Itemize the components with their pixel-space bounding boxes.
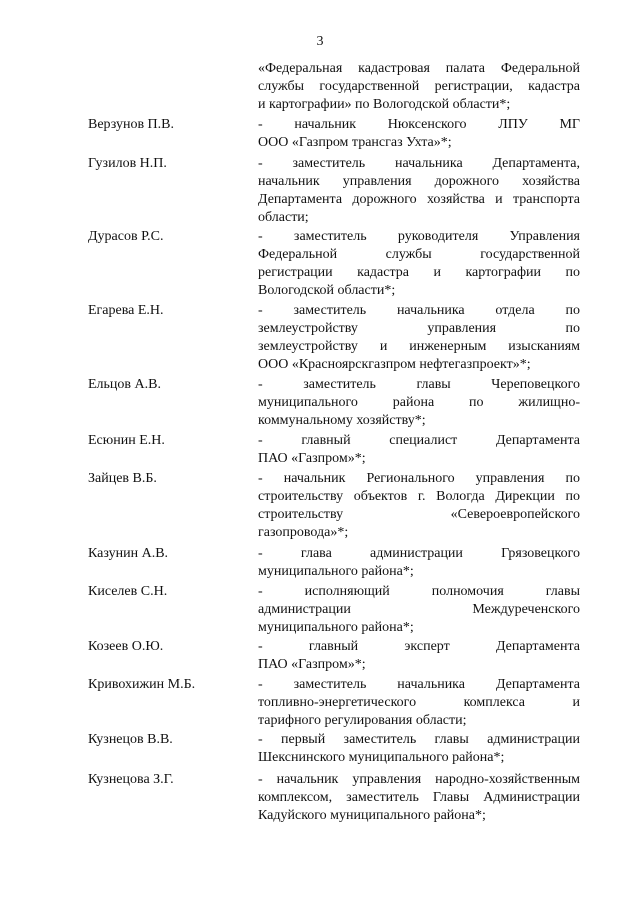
position-line: Федеральной службы государственной xyxy=(258,247,580,262)
position-line: ООО «Красноярскгазпром нефтегазпроект»*; xyxy=(258,357,531,372)
person-position xyxy=(258,676,580,730)
person-position xyxy=(258,302,580,374)
position-line: области; xyxy=(258,210,309,225)
person-name: Казунин А.В. xyxy=(88,546,169,561)
position-line: ПАО «Газпром»*; xyxy=(258,451,366,466)
position-line: ПАО «Газпром»*; xyxy=(258,657,366,672)
position-line: начальник управления дорожного хозяйства xyxy=(258,174,580,189)
position-line: Департамента дорожного хозяйства и транспорта xyxy=(258,192,580,207)
position-line: - первый заместитель главы администрации xyxy=(258,732,580,747)
person-position xyxy=(258,432,580,468)
person-position xyxy=(258,545,580,581)
position-line: газопровода»*; xyxy=(258,525,349,540)
person-position xyxy=(258,638,580,674)
position-line: топливно-энергетического комплекса и xyxy=(258,695,580,710)
person-position xyxy=(258,470,580,542)
position-line: - заместитель начальника отдела по xyxy=(258,303,580,318)
person-name: Ельцов А.В. xyxy=(88,377,161,392)
position-line: - начальник Регионального управления по xyxy=(258,471,580,486)
person-name: Киселев С.Н. xyxy=(88,584,168,599)
person-name: Козеев О.Ю. xyxy=(88,639,164,654)
position-line: муниципального района*; xyxy=(258,564,414,579)
position-line: ООО «Газпром трансгаз Ухта»*; xyxy=(258,135,452,150)
person-name: Дурасов Р.С. xyxy=(88,229,164,244)
position-line: администрации Междуреченского xyxy=(258,602,580,617)
position-line: - заместитель руководителя Управления xyxy=(258,229,580,244)
position-line: - главный специалист Департамента xyxy=(258,433,580,448)
intro-line: «Федеральная кадастровая палата Федеральной xyxy=(258,61,580,76)
person-name: Кузнецов В.В. xyxy=(88,732,173,747)
position-line: землеустройству и инженерным изысканиям xyxy=(258,339,580,354)
person-position xyxy=(258,583,580,637)
person-position xyxy=(258,155,580,227)
position-line: - исполняющий полномочия главы xyxy=(258,584,580,599)
intro-line: и картографии» по Вологодской области*; xyxy=(258,97,511,112)
person-position xyxy=(258,116,580,152)
intro-line: службы государственной регистрации, кадастра xyxy=(258,79,580,94)
person-name: Гузилов Н.П. xyxy=(88,156,167,171)
person-name: Егарева Е.Н. xyxy=(88,303,164,318)
position-line: - заместитель начальника Департамента xyxy=(258,677,580,692)
person-name: Кузнецова З.Г. xyxy=(88,772,174,787)
position-line: Вологодской области*; xyxy=(258,283,396,298)
person-name: Верзунов П.В. xyxy=(88,117,175,132)
person-name: Зайцев В.Б. xyxy=(88,471,157,486)
position-line: - заместитель начальника Департамента, xyxy=(258,156,580,171)
intro-text xyxy=(258,60,580,114)
position-line: строительству объектов г. Вологда Дирекции по xyxy=(258,489,580,504)
person-position xyxy=(258,376,580,430)
person-name: Есюнин Е.Н. xyxy=(88,433,165,448)
position-line: - начальник Нюксенского ЛПУ МГ xyxy=(258,117,580,132)
position-line: Шекснинского муниципального района*; xyxy=(258,750,505,765)
position-line: - глава администрации Грязовецкого xyxy=(258,546,580,561)
position-line: Кадуйского муниципального района*; xyxy=(258,808,486,823)
person-position xyxy=(258,731,580,767)
position-line: - главный эксперт Департамента xyxy=(258,639,580,654)
position-line: муниципального района по жилищно- xyxy=(258,395,580,410)
position-line: тарифного регулирования области; xyxy=(258,713,467,728)
page-number: 3 xyxy=(316,34,324,49)
position-line: комплексом, заместитель Главы Администрации xyxy=(258,790,580,805)
person-name: Кривохижин М.Б. xyxy=(88,677,196,692)
position-line: - начальник управления народно-хозяйственным xyxy=(258,772,580,787)
position-line: - заместитель главы Череповецкого xyxy=(258,377,580,392)
position-line: регистрации кадастра и картографии по xyxy=(258,265,580,280)
position-line: строительству «Североевропейского xyxy=(258,507,580,522)
person-position xyxy=(258,771,580,825)
position-line: муниципального района*; xyxy=(258,620,414,635)
position-line: землеустройству управления по xyxy=(258,321,580,336)
position-line: коммунальному хозяйству*; xyxy=(258,413,426,428)
person-position xyxy=(258,228,580,300)
